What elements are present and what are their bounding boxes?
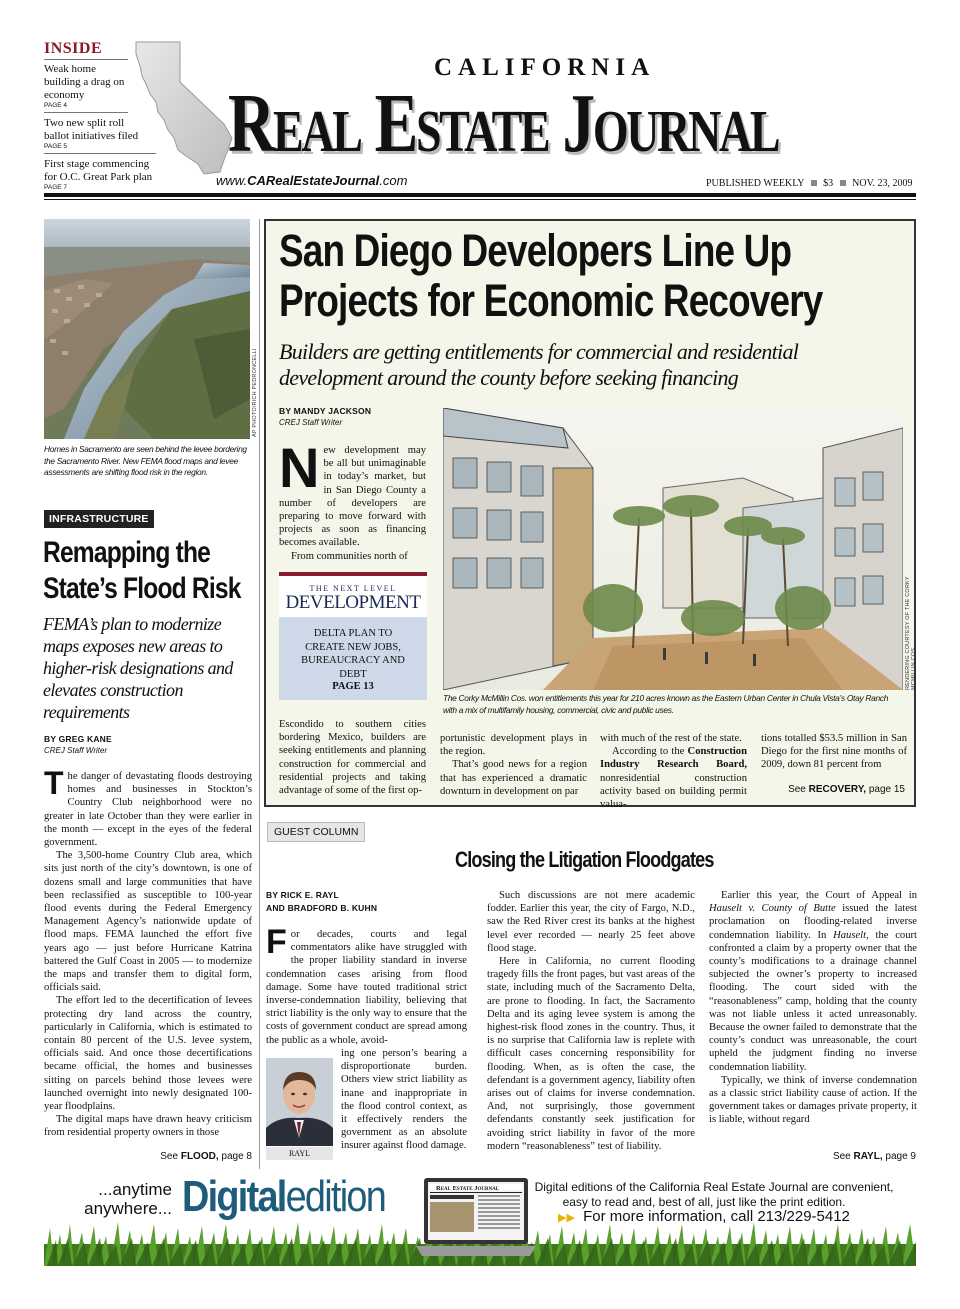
flood-deck: FEMA’s plan to modernize maps exposes new areas to higher-risk designations and elevates construction requirements	[43, 614, 233, 722]
lead-headline: San Diego Developers Line Up Projects for Economic Recovery	[279, 225, 823, 326]
digital-edition-ad[interactable]	[44, 1170, 916, 1266]
promo-page: PAGE 13	[332, 681, 374, 692]
masthead-meta	[706, 178, 913, 189]
issue-date: NOV. 23, 2009	[852, 178, 913, 189]
masthead-rule	[44, 193, 916, 197]
flood-jump-link[interactable]: See FLOOD, page 8	[160, 1151, 252, 1162]
flood-dropcap: T	[44, 770, 64, 801]
rendering-credit: RENDERING COURTESY OF THE CORKY MCMILLIN COS.	[905, 576, 917, 690]
lead-body-col1: Escondido to southern cities bordering Mexico, builders are seeking entitlements and planning construction for commercial and residential projects and taking advantage of some of the first op-	[279, 719, 426, 797]
masthead-rule-thin	[44, 199, 916, 200]
section-tag-infrastructure: INFRASTRUCTURE	[44, 510, 154, 528]
author-photo-rayl	[266, 1058, 333, 1146]
lead-body-intro: New development may be all but unimaginable in today’s market, but in San Diego County a number of developers are preparing to move forward with projects as soon as financing becomes available. From communities north of	[279, 444, 426, 562]
flood-byline-title: CREJ Staff Writer	[44, 746, 108, 755]
guest-byline-2: AND BRADFORD B. KUHN	[266, 903, 378, 913]
inside-item[interactable]: Weak home building a drag on economy PAGE 4	[44, 63, 128, 113]
laptop-screen-title: Real Estate Journal	[436, 1185, 500, 1192]
guest-body-col2: Such discussions are not mere academic fodder. Earlier this year, the city of Fargo, N.D., saw the Red River crest its banks at the highest level ever recorded — nearly 25 feet above flood stage. Here in California, no current flooding tragedy fills the front pages, but vast areas of the state, including much of the Sacramento Delta, are prone to flooding. In fact, the Sacramento Delta and its aging levee system is among the highest-risk flood zones in the country. Thus, it is no surprise that California law is replete with difficult cases concerning responsibility for flooding. When, as is often the case, the defendant is a government agency, liability often arises out of claims for inverse condemnation. And, not surprisingly, those government defendants constantly seek justification for avoiding strict liability in favor of the more modern “reasonableness” test of liability.	[487, 890, 695, 1152]
guest-dropcap: F	[266, 923, 287, 961]
guest-byline-1: BY RICK E. RAYL	[266, 890, 339, 900]
arrow-icon: ▶▶	[558, 1212, 575, 1224]
ad-brand: Digitaledition	[182, 1172, 386, 1221]
separator-square	[840, 180, 846, 186]
column-divider	[259, 219, 260, 1169]
lead-body-col2: portunistic development plays in the region. That’s good news for a region that has experienced a dramatic downturn in development on par	[440, 733, 587, 797]
ad-tagline: ...anytime anywhere...	[84, 1180, 172, 1218]
inside-heading: INSIDE	[44, 40, 128, 60]
rayl-jump-link[interactable]: See RAYL, page 9	[832, 1151, 916, 1162]
section-tag-guest-column: GUEST COLUMN	[267, 822, 365, 842]
lead-body-col4: tions totalled $53.5 million in San Diego for the first nine months of 2009, down 81 percent from	[761, 733, 907, 771]
masthead-state: CALIFORNIA	[434, 54, 656, 81]
promo-title: DEVELOPMENT	[285, 592, 421, 613]
recovery-jump-link[interactable]: See RECOVERY, page 15	[788, 784, 905, 795]
lead-byline: BY MANDY JACKSON	[279, 406, 372, 416]
separator-square	[811, 180, 817, 186]
frequency: PUBLISHED WEEKLY	[706, 178, 805, 189]
flood-byline: BY GREG KANE	[44, 734, 112, 744]
photo-caption: Homes in Sacramento are seen behind the levee bordering the Sacramento River. New FEMA flood maps and levee assessments are shifting flood risk in the region.	[44, 444, 247, 477]
inside-item[interactable]: First stage commencing for O.C. Great Park plan PAGE 7	[44, 158, 153, 191]
price: $3	[823, 178, 834, 189]
lead-deck: Builders are getting entitlements for commercial and residential development around the county before seeking financing	[279, 339, 799, 390]
guest-body-col1: For decades, courts and legal commentators alike have struggled with the proper liability standard in inverse condemnation cases arising from flood damage. Some have touted traditional strict inverse-condemnation liability, believing that strict liability is the only way to ensure that the costs of government conduct are spread among the public as a whole, avoid-	[266, 923, 467, 1046]
next-level-promo[interactable]	[279, 572, 427, 700]
guest-body-col3: Earlier this year, the Court of Appeal in Hauselt v. County of Butte issued the latest proclamation on flooding-related inverse condemnation liability. In Hauselt, the court confronted a claim by a property owner that the county’s modifications to a drainage channel subjected the owner’s property to increased flooding. The court sided with the “reasonableness” camp, holding that the county was not liable unless it acted unreasonably. Because the owner failed to demonstrate that the county’s conduct was unreasonable, the court upheld the judgment finding no inverse condemnation liability. Typically, we think of inverse condemnation as a classic strict liability cause of action. If the government takes or damages private property, it is liable, without regard	[709, 890, 917, 1126]
ad-cta[interactable]: ▶▶ For more information, call 213/229-5412	[558, 1208, 850, 1225]
lead-body-col3: with much of the rest of the state. According to the Construction Industry Research Board, nonresidential construction activity based on building permit valua-	[600, 733, 747, 811]
promo-kicker: THE NEXT LEVEL	[309, 584, 397, 593]
masthead-url[interactable]: www.CARealEstateJournal.com	[216, 173, 408, 188]
rendering-caption: The Corky McMillin Cos. won entitlements this year for 210 acres known as the Eastern Urban Center in Chula Vista’s Otay Ranch with a mix of multifamily housing, commercial, civic and public uses.	[443, 693, 889, 715]
otay-ranch-rendering	[443, 408, 903, 690]
inside-item[interactable]: Two new split roll ballot initiatives filed PAGE 5	[44, 117, 156, 154]
guest-headline: Closing the Litigation Floodgates	[455, 847, 714, 872]
guest-body-col1-wrap: ing one person’s bearing a disproportionate burden. Others view strict liability as inane and inappropriate in the flood control context, as it effectively renders the government as an absolute insurer against flood damage.	[341, 1048, 467, 1152]
sacramento-river-photo	[44, 219, 250, 439]
photo-credit: AP PHOTO/RICH PEDRONCELLI	[252, 348, 258, 437]
author-photo-label: RAYL	[266, 1147, 333, 1160]
promo-text: DELTA PLAN TO CREATE NEW JOBS, BUREAUCRACY AND DEBT	[301, 628, 405, 680]
lead-dropcap: N	[279, 444, 320, 499]
flood-body: The danger of devastating floods destroying homes and businesses in Stockton’s Country Club neighborhood were no greater in late October than they were earlier in the month — except in the eyes of the federal government. The 3,500-home Country Club area, which sits just north of the city’s downtown, is one of dozens small and large communities that have been reclassified as susceptible to 100-year flood events during the Federal Emergency Management Agency’s nationwide update of flood maps. FEMA launched the effort five years ago — just before Hurricane Katrina battered the Gulf Coast in 2005 — to modernize the maps and transfer them to digital form, officials said. The effort led to the decertification of levees protecting dry land across the country, particularly in California, which is estimated to contain 80 percent of the U.S. levee system, officials said. And once those decertifications became official, the homes and businesses sitting on parcels behind those levees were launched overnight into newly designated 100-year floodplains. The digital maps have drawn heavy criticism from residential property owners in those	[44, 770, 252, 1139]
lead-byline-title: CREJ Staff Writer	[279, 418, 343, 427]
flood-headline: Remapping the State’s Flood Risk	[43, 536, 241, 605]
masthead-title: Real Estate Journal	[228, 77, 779, 170]
ad-text: Digital editions of the California Real Estate Journal are convenient, easy to read and, best of all, just like the print edition.	[534, 1180, 894, 1209]
